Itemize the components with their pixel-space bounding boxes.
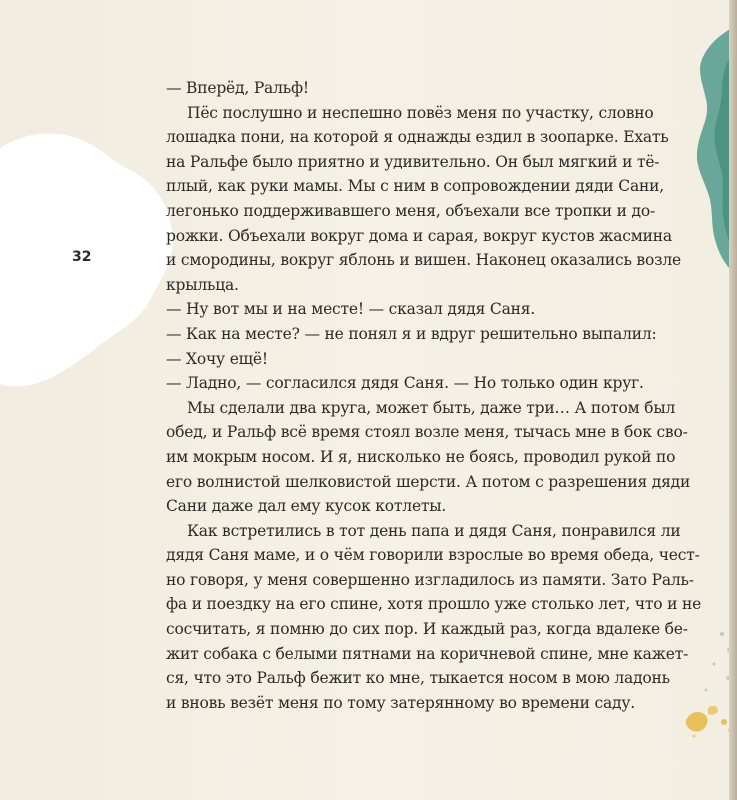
text-line: Сани даже дал ему кусок котлеты. <box>166 497 447 516</box>
text-line: — Хочу ещё! <box>166 349 268 368</box>
text-line: им мокрым носом. И я, нисколько не боясь, проводил рукой по <box>166 447 676 466</box>
text-line: и вновь везёт меня по тому затерянному во времени саду. <box>166 693 636 712</box>
text-line: лошадка пони, на которой я однажды ездил в зоопарке. Ехать <box>166 128 669 147</box>
page-number: 32 <box>72 249 92 265</box>
text-line: Мы сделали два круга, может быть, даже три… А потом был <box>187 398 676 417</box>
text-line: Пёс послушно и неспешно повёз меня по участку, словно <box>187 103 654 122</box>
text-line: обед, и Ральф всё время стоял возле меня, тычась мне в бок сво- <box>166 423 688 442</box>
text-line: — Ну вот мы и на месте! — сказал дядя Саня. <box>166 300 536 319</box>
text-line: сосчитать, я помню до сих пор. И каждый раз, когда вдалеке бе- <box>166 620 688 639</box>
text-line: Как встретились в тот день папа и дядя Саня, понравился ли <box>187 521 681 540</box>
text-line: крыльца. <box>166 275 239 294</box>
text-line: и смородины, вокруг яблонь и вишен. Наконец оказались возле <box>166 251 681 270</box>
text-line: фа и поездку на его спине, хотя прошло уже столько лет, что и не <box>166 595 702 614</box>
text-line: жит собака с белыми пятнами на коричневой спине, мне кажет- <box>166 644 689 663</box>
body-text <box>166 76 702 715</box>
text-line: ся, что это Ральф бежит ко мне, тыкается носом в мою ладонь <box>166 669 670 688</box>
text-line: рожки. Объехали вокруг дома и сарая, вокруг кустов жасмина <box>166 226 672 245</box>
text-line: легонько поддерживавшего меня, объехали все тропки и до- <box>166 201 656 220</box>
text-line: его волнистой шелковистой шерсти. А потом с разрешения дяди <box>166 472 691 491</box>
text-line: дядя Саня маме, и о чём говорили взрослые во время обеда, чест- <box>166 546 700 565</box>
text-line: но говоря, у меня совершенно изгладилось из памяти. Зато Раль- <box>166 570 694 589</box>
page-edge-shadow <box>729 0 737 800</box>
text-line: на Ральфе было приятно и удивительно. Он был мягкий и тё- <box>166 152 660 171</box>
text-line: — Вперёд, Ральф! <box>166 79 309 97</box>
text-line: — Как на месте? — не понял я и вдруг решительно выпалил: <box>166 324 657 343</box>
text-line: — Ладно, — согласился дядя Саня. — Но только один круг. <box>166 374 644 393</box>
text-line: плый, как руки мамы. Мы с ним в сопровождении дяди Сани, <box>166 177 664 196</box>
